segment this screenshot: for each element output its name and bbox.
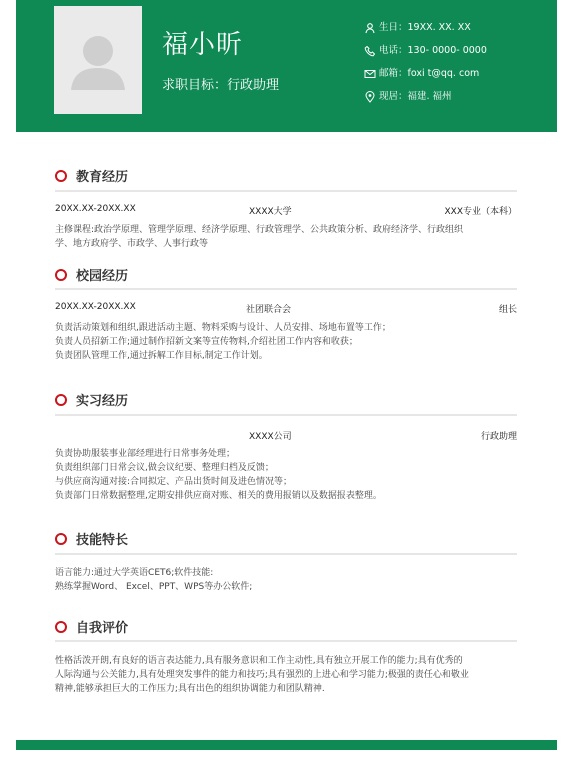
education-date: 20XX.XX-20XX.XX — [55, 204, 136, 214]
birthday-text: 生日：19XX. XX. XX — [379, 22, 471, 33]
section-bullet-icon — [55, 621, 67, 633]
internship-role: 行政助理 — [480, 432, 517, 442]
job-objective: 求职目标：行政助理 — [162, 78, 280, 93]
section-evaluation-title: 自我评价 — [55, 617, 128, 636]
contact-email — [364, 62, 487, 85]
contact-location — [364, 85, 487, 108]
user-silhouette-icon — [54, 6, 142, 114]
education-school: XXXX大学 — [249, 207, 292, 217]
section-bullet-icon — [55, 269, 67, 281]
section-bullet-icon — [55, 170, 67, 182]
internship-description: 负责协助服装事业部经理进行日常事务处理； 负责组织部门日常会议,做会议纪要、整理归档及反馈； 与供应商沟通对接:合同拟定、产品出货时间及进色情况等； 负责部门日常数据整理,定期安排供应商对账、相关的费用报销以及数据报表整理。 — [55, 449, 382, 501]
section-divider — [55, 288, 517, 290]
section-skills-title: 技能特长 — [55, 529, 128, 548]
evaluation-description: 性格活泼开朗,有良好的语言表达能力,具有服务意识和工作主动性,具有独立开展工作的能力;具有优秀的 人际沟通与公关能力,具有处理突发事件的能力和技巧;具有强烈的上进心和学习能力;极强的责任心和敬业 精神,能够承担巨大的工作压力;具有出色的组织协调能力和团队精神. — [55, 656, 469, 694]
contact-info — [364, 16, 487, 108]
education-description: 主修课程:政治学原理、管理学原理、经济学原理、行政管理学、公共政策分析、政府经济学、行政组织 学、地方政府学、市政学、人事行政等 — [55, 225, 464, 249]
section-internship-title: 实习经历 — [55, 390, 128, 409]
person-icon — [364, 22, 376, 34]
section-education-title: 教育经历 — [55, 166, 128, 185]
internship-company: XXXX公司 — [249, 432, 292, 442]
location-pin-icon — [364, 91, 376, 103]
section-divider — [55, 414, 517, 416]
campus-date: 20XX.XX-20XX.XX — [55, 302, 136, 312]
contact-birthday — [364, 16, 487, 39]
footer-bar — [16, 740, 557, 750]
education-major: XXX专业（本科） — [444, 207, 517, 217]
campus-role: 组长 — [498, 305, 517, 315]
email-text[interactable]: 邮箱：foxi t@qq. com — [379, 68, 480, 79]
contact-phone — [364, 39, 487, 62]
resume-header — [16, 0, 557, 132]
campus-description: 负责活动策划和组织,跟进活动主题、物料采购与设计、人员安排、场地布置等工作； 负责人员招新工作;通过制作招新文案等宣传物料,介绍社团工作内容和收获； 负责团队管理工作,通过拆解工作目标,制定工作计划。 — [55, 323, 391, 361]
section-bullet-icon — [55, 394, 67, 406]
avatar — [54, 6, 142, 114]
campus-org: 社团联合会 — [246, 305, 292, 315]
mail-icon — [364, 68, 376, 80]
section-campus-title: 校园经历 — [55, 265, 128, 284]
section-divider — [55, 553, 517, 555]
phone-icon — [364, 45, 376, 57]
skills-description: 语言能力:通过大学英语CET6;软件技能: 熟练掌握Word、 Excel、PPT、WPS等办公软件; — [55, 568, 253, 592]
candidate-name: 福小昕 — [162, 30, 244, 60]
section-divider — [55, 190, 517, 192]
location-text: 现居：福建. 福州 — [379, 91, 452, 102]
section-bullet-icon — [55, 533, 67, 545]
phone-text[interactable]: 电话：130- 0000- 0000 — [379, 45, 487, 56]
section-divider — [55, 640, 517, 642]
